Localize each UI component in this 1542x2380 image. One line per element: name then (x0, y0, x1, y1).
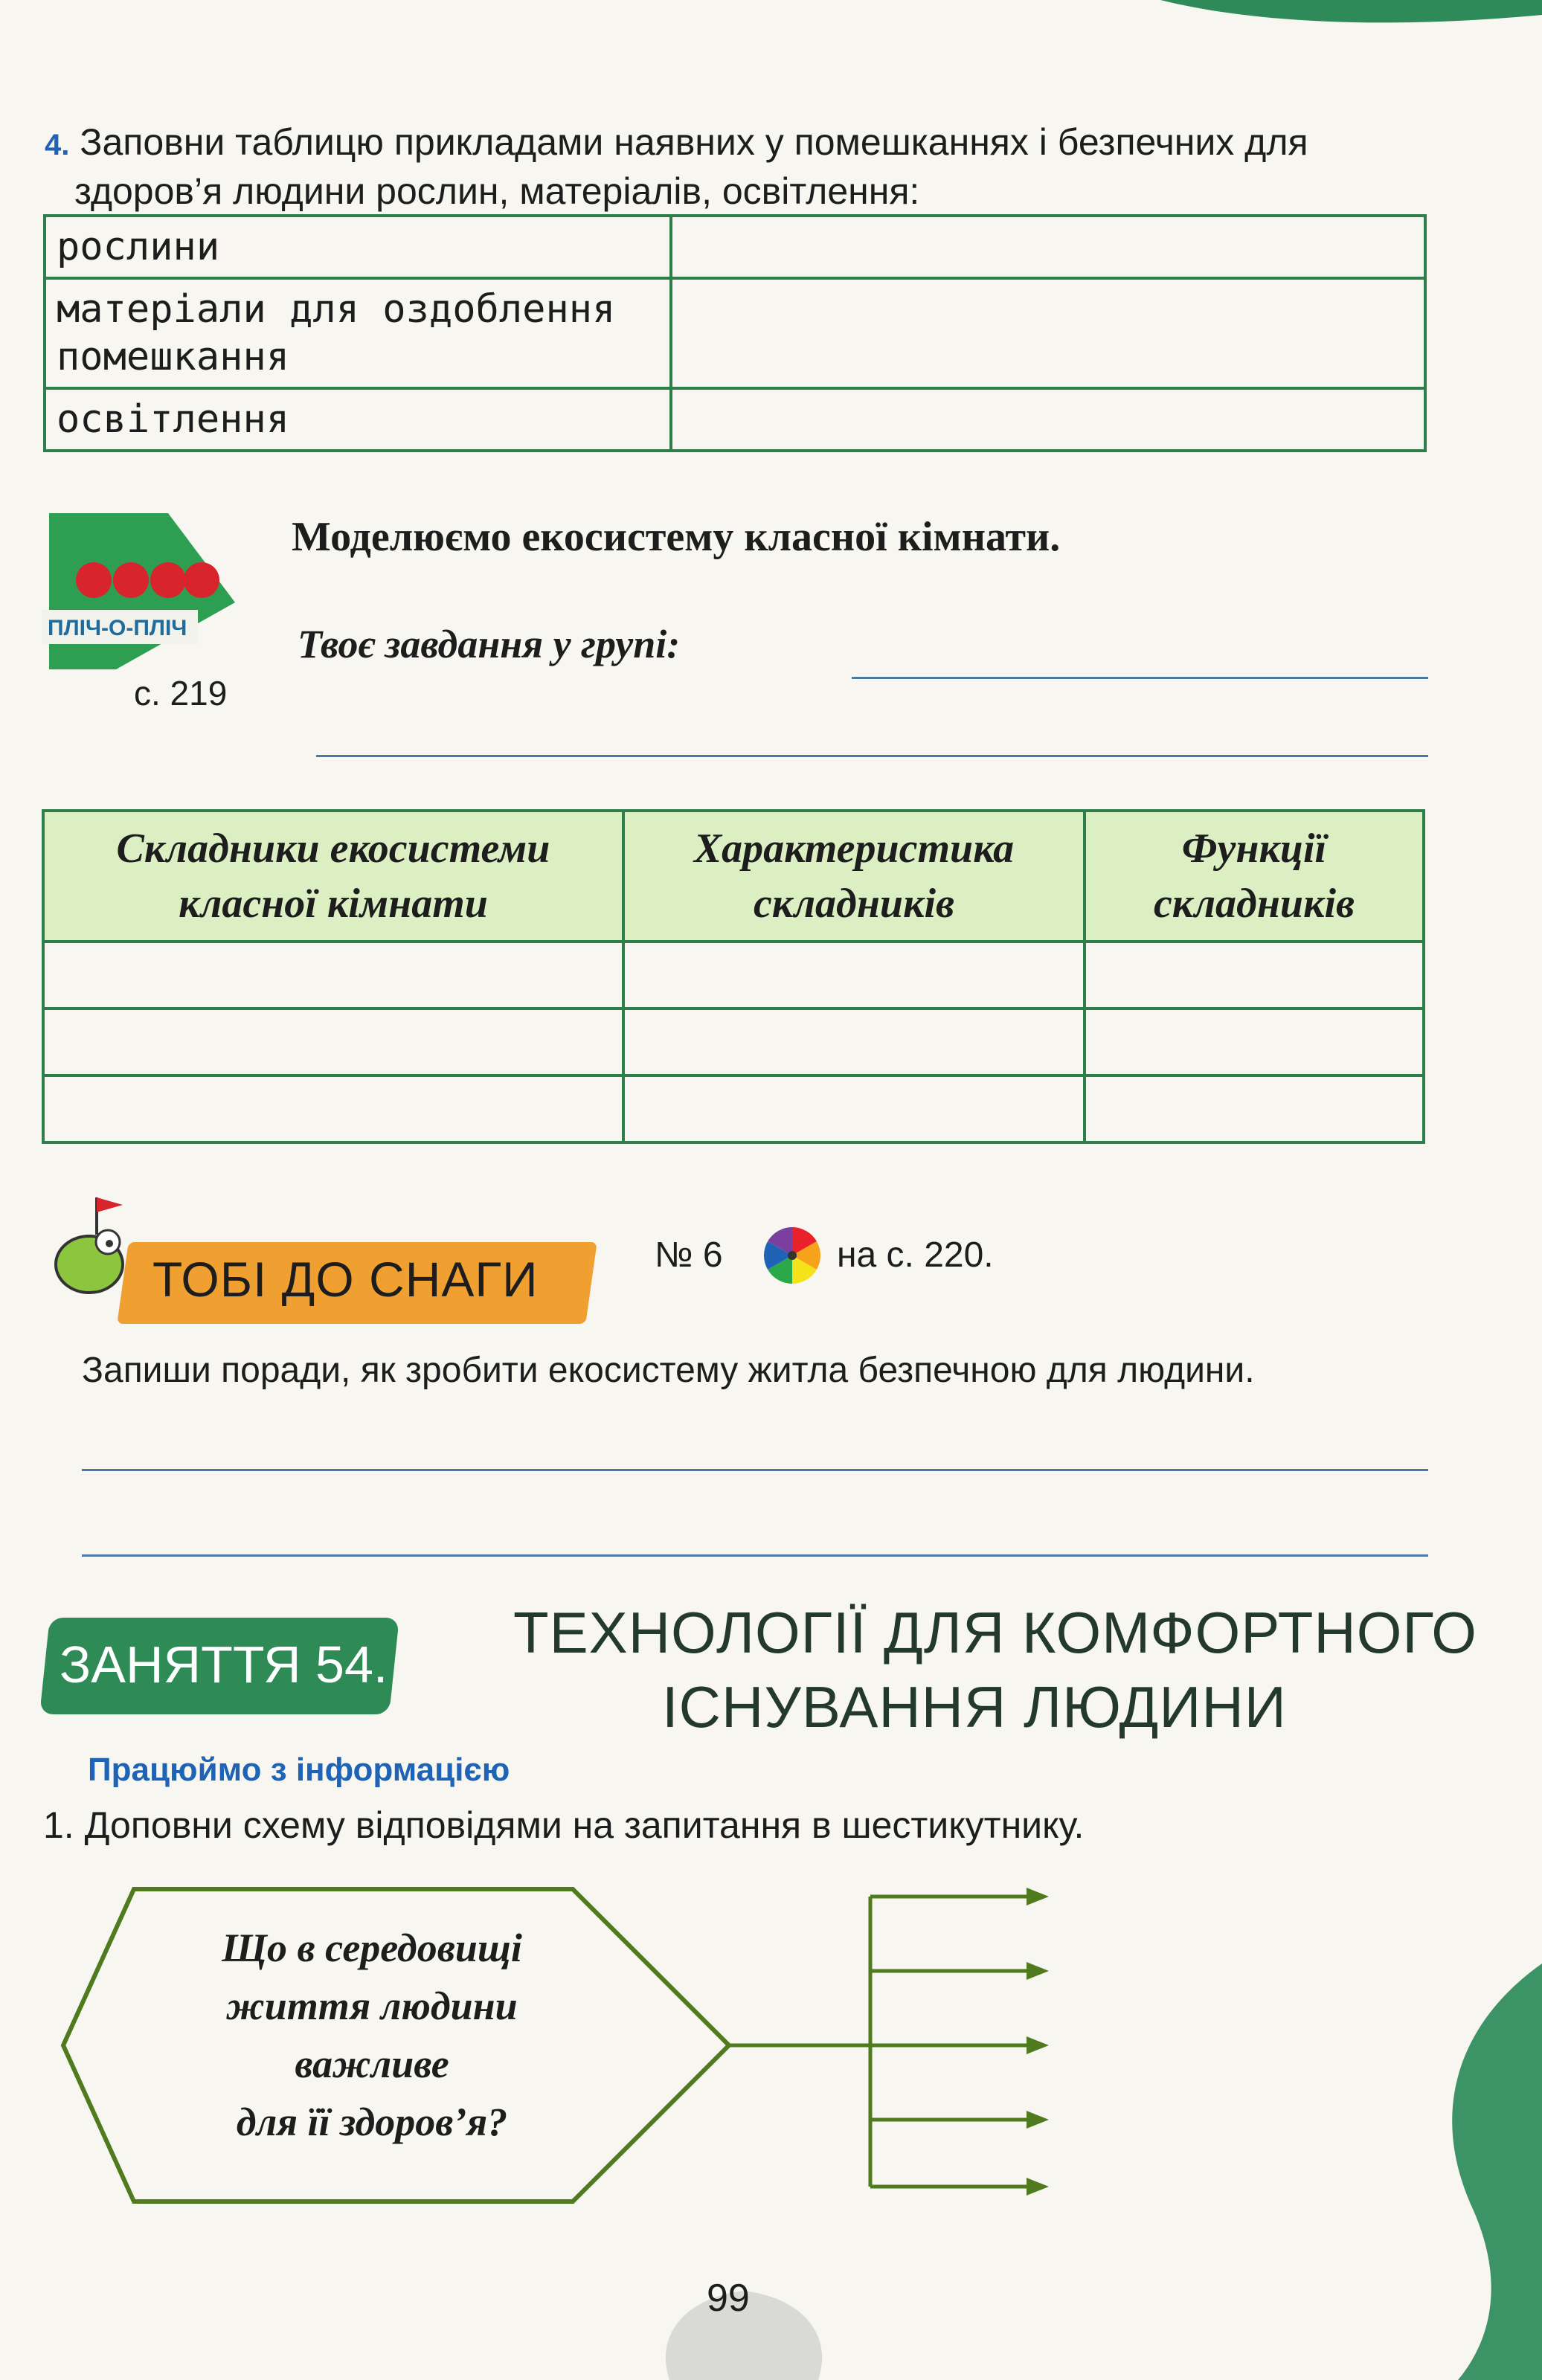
row-label: освітлення (45, 388, 671, 451)
column-header: Характеристика складників (623, 811, 1085, 942)
answer-line[interactable] (82, 1554, 1428, 1557)
column-header: Складники екосистеми класної кімнати (43, 811, 623, 942)
answer-cell[interactable] (671, 216, 1425, 278)
page-reference: с. 219 (134, 674, 228, 713)
table-row (43, 1009, 1424, 1075)
challenge-task: Запиши поради, як зробити екосистему житла безпечною для людини. (82, 1351, 1255, 1390)
answer-line[interactable] (852, 677, 1428, 679)
table-row (43, 942, 1424, 1009)
row-label: рослини (45, 216, 671, 278)
answer-cell[interactable] (43, 942, 623, 1009)
task4-heading (45, 119, 1443, 214)
hexagon-line: для її здоров’я? (236, 2100, 508, 2144)
answer-line[interactable] (82, 1469, 1428, 1471)
table-row (45, 278, 1425, 388)
group-task-prompt: Твоє завдання у групі: (298, 622, 681, 666)
lesson-title-line2: ІСНУВАННЯ ЛЮДИНИ (662, 1674, 1287, 1740)
ants-icon (42, 513, 242, 669)
column-header: Функції складників (1085, 811, 1424, 942)
lesson-label: ЗАНЯТТЯ 54. (60, 1636, 388, 1694)
task1-heading (43, 1804, 1084, 1847)
task-text: здоров’я людини рослин, матеріалів, освітлення: (74, 170, 920, 212)
challenge-banner-label: ТОБІ ДО СНАГИ (152, 1252, 539, 1307)
answer-cell[interactable] (623, 1009, 1085, 1075)
hexagon-line: важливе (295, 2042, 449, 2086)
answer-cell[interactable] (1085, 942, 1424, 1009)
task-text: Доповни схему відповідями на запитання в шестикутнику. (84, 1804, 1085, 1846)
lesson-title-line1: ТЕХНОЛОГІЇ ДЛЯ КОМФОРТНОГО (513, 1600, 1477, 1665)
ecosystem-table (42, 809, 1425, 1144)
answer-cell[interactable] (623, 942, 1085, 1009)
answer-cell[interactable] (623, 1075, 1085, 1142)
section-heading: Працюймо з інформацією (88, 1752, 510, 1788)
answer-cell[interactable] (43, 1075, 623, 1142)
answer-cell[interactable] (671, 388, 1425, 451)
plants-materials-table (43, 214, 1427, 452)
table-row (45, 216, 1425, 278)
answer-cell[interactable] (671, 278, 1425, 388)
answer-cell[interactable] (43, 1009, 623, 1075)
row-label: матеріали для оздоблення помешкання (45, 278, 671, 388)
group-badge: ПЛІЧ-О-ПЛІЧ (48, 616, 187, 640)
hexagon-line: життя людини (226, 1984, 518, 2028)
task-number: 4. (45, 129, 70, 161)
challenge-page-ref: на с. 220. (837, 1235, 994, 1275)
challenge-number: № 6 (655, 1235, 723, 1275)
group-task-title: Моделюємо екосистему класної кімнати. (292, 514, 1061, 560)
hexagon-question (141, 1919, 603, 2151)
corner-decoration-bottom (1413, 1964, 1542, 2380)
task-text: Заповни таблицю прикладами наявних у помешканнях і безпечних для (80, 121, 1308, 163)
table-row (45, 388, 1425, 451)
table-header-row (43, 811, 1424, 942)
table-row (43, 1075, 1424, 1142)
answer-line[interactable] (316, 755, 1428, 757)
task-number: 1. (43, 1804, 74, 1846)
hexagon-line: Що в середовищі (222, 1926, 522, 1970)
answer-cell[interactable] (1085, 1009, 1424, 1075)
group-work-icon (42, 513, 242, 669)
color-wheel-icon (762, 1226, 822, 1285)
page-number: 99 (707, 2277, 750, 2320)
answer-cell[interactable] (1085, 1075, 1424, 1142)
corner-decoration (1160, 0, 1542, 45)
